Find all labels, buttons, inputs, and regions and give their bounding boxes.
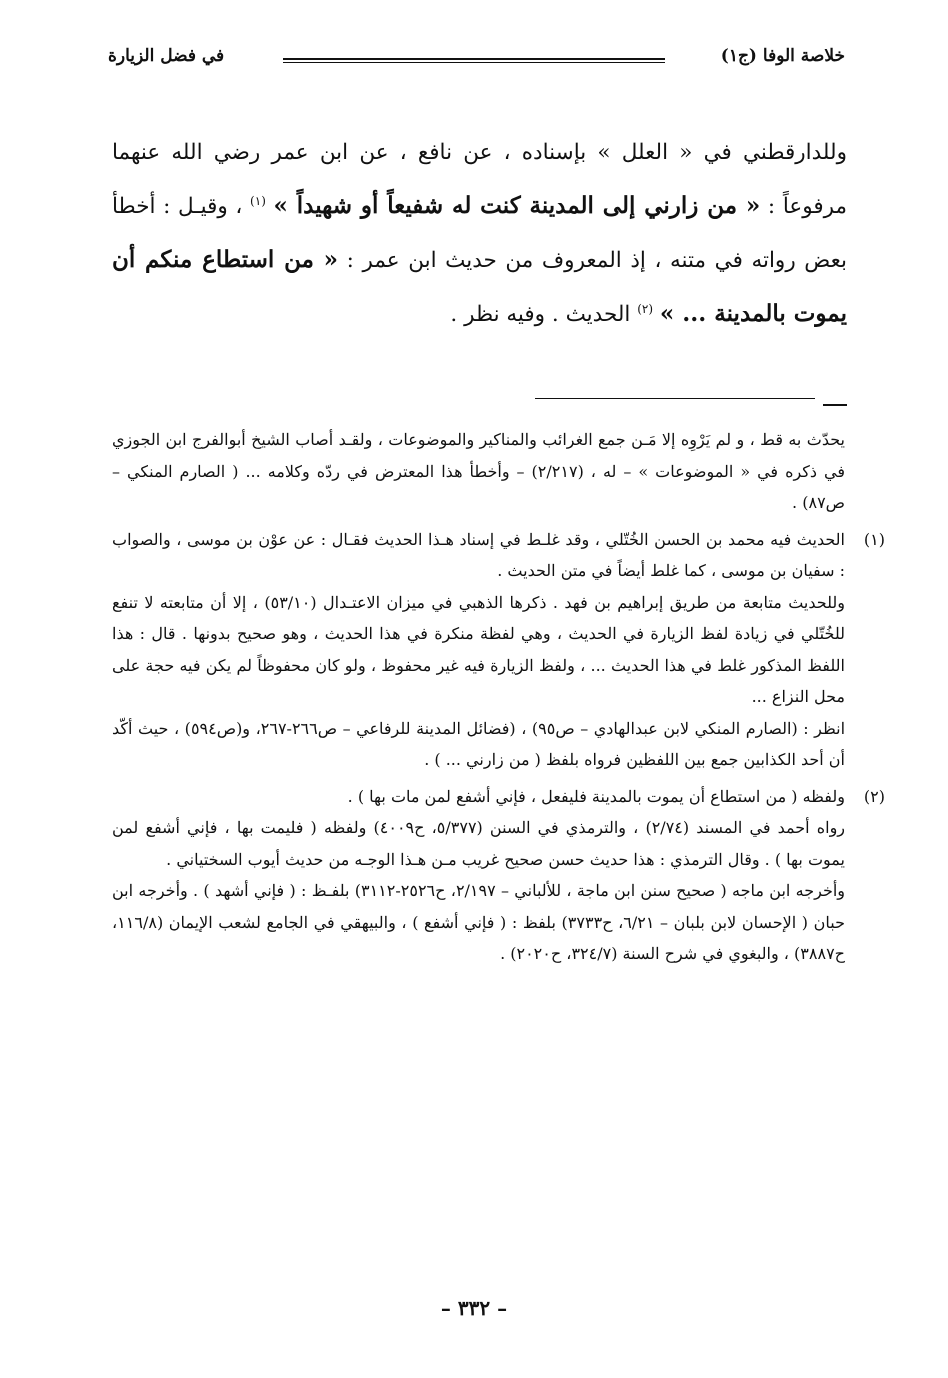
footnote-1-para-3: انظر : (الصارم المنكي لابن عبدالهادي – ص٩٥) ، (فضائل المدينة للرفاعي – ص٢٦٦-٢٦٧، و(ص٥٩٤) ، حيث أكّد أن أحد الكذابين جمع بين اللفظين فرواه بلفظ ( من زارني ... ) . (112, 718, 846, 769)
hadith-quote-1: « من زارني إلى المدينة كنت له شفيعاً أو شهيداً » (273, 192, 761, 219)
main-text-part-2: ، وقيـل : أخطأ بعض رواته في متنه ، إذ المعروف من حديث ابن عمر : (112, 194, 847, 273)
footnote-separator (112, 398, 847, 406)
footnotes (112, 424, 885, 975)
footnote-2 (112, 781, 885, 970)
header-rule (283, 58, 665, 63)
footnote-ref-2: (٢) (637, 301, 654, 316)
footnote-rule (535, 398, 815, 399)
main-paragraph (112, 126, 847, 341)
footnote-1-number: (١) (863, 529, 885, 549)
footnote-continued (112, 424, 845, 519)
footnote-1-para-1: الحديث فيه محمد بن الحسن الخُتّلي ، وقد غلـط في إسناد هـذا الحديث فقـال : عن عوْن بن موسى ، والصواب : سفيان بن موسى ، كما غلط أيضاً في متن الحديث . (112, 529, 846, 580)
footnote-dash (823, 404, 847, 406)
footnote-1-para-2: وللحديث متابعة من طريق إبراهيم بن فهد . ذكرها الذهبي في ميزان الاعتـدال (٥٣/١٠) ، إلا أن متابعته لا تنفع للخُتّلي في زيادة لفظ الزيارة في الحديث ، وهي لفظة منكرة في هذا الحديث ، وهو صحيح بدونها . قال : هذا اللفظ المذكور غلط في هذا الحديث ... ، ولفظ الزيارة فيه غير محفوظ ، ولو كان محفوظاً لم يكن فيه حجة على محل النزاع ... (112, 592, 846, 706)
main-text-part-3: الحديث . وفيه نظر . (450, 302, 631, 327)
hadith-quote-2: « من استطاع منكم أن يموت بالمدينة ... » (112, 246, 847, 327)
running-header (108, 44, 845, 78)
main-text-part-1: وللدارقطني في « العلل » بإسناده ، عن نافع ، عن ابن عمر رضي الله عنهما مرفوعاً : (112, 140, 847, 219)
footnote-2-para-1: ولفظه ( من استطاع أن يموت بالمدينة فليفعل ، فإني أشفع لمن مات بها ) . (347, 786, 845, 806)
book-title: خلاصة الوفا (ج١) (720, 46, 845, 66)
footnote-2-para-2: رواه أحمد في المسند (٢/٧٤) ، والترمذي في السنن (٥/٣٧٧، ح٤٠٠٩) ولفظه ( فليمت بها ، فإني أشفع لمن يموت بها ) . وقال الترمذي : هذا حديث حسن صحيح غريب مـن هـذا الوجـه من حديث أيوب السختياني . (112, 818, 846, 869)
footnote-ref-1: (١) (250, 193, 266, 208)
page-number: – ٣٣٢ – (440, 1296, 508, 1320)
main-text (112, 126, 847, 341)
chapter-title: في فضل الزيارة (108, 46, 225, 66)
footnote-1 (112, 524, 885, 776)
footnote-continued-text: يحدّث به قط ، و لم يَرْوِه إلا مَـن جمع الغرائب والمناكير والموضوعات ، ولقـد أصاب الشيخ أبوالفرج ابن الجوزي في ذكره في « الموضوعات » – له ، (٢/٢١٧) – وأخطأ هذا المعترض في ردّه وكلامه ... ( الصارم المنكي – ص٨٧) . (112, 430, 846, 512)
footnote-2-para-3: وأخرجه ابن ماجه ( صحيح سنن ابن ماجة ، للألباني – ٢/١٩٧، ح٢٥٢٦-٣١١٢) بلفـظ : ( فإني أشهد ) . وأخرجه ابن حبان ( الإحسان لابن بلبان – ٦/٢١، ح٣٧٣٣) بلفظ : ( فإني أشفع ) ، والبيهقي في الجامع لشعب الإيمان (١١٦/٨، ح٣٨٨٧) ، والبغوي في شرح السنة (٣٢٤/٧، ح٢٠٢٠) . (112, 881, 846, 963)
footnote-2-number: (٢) (863, 786, 885, 806)
